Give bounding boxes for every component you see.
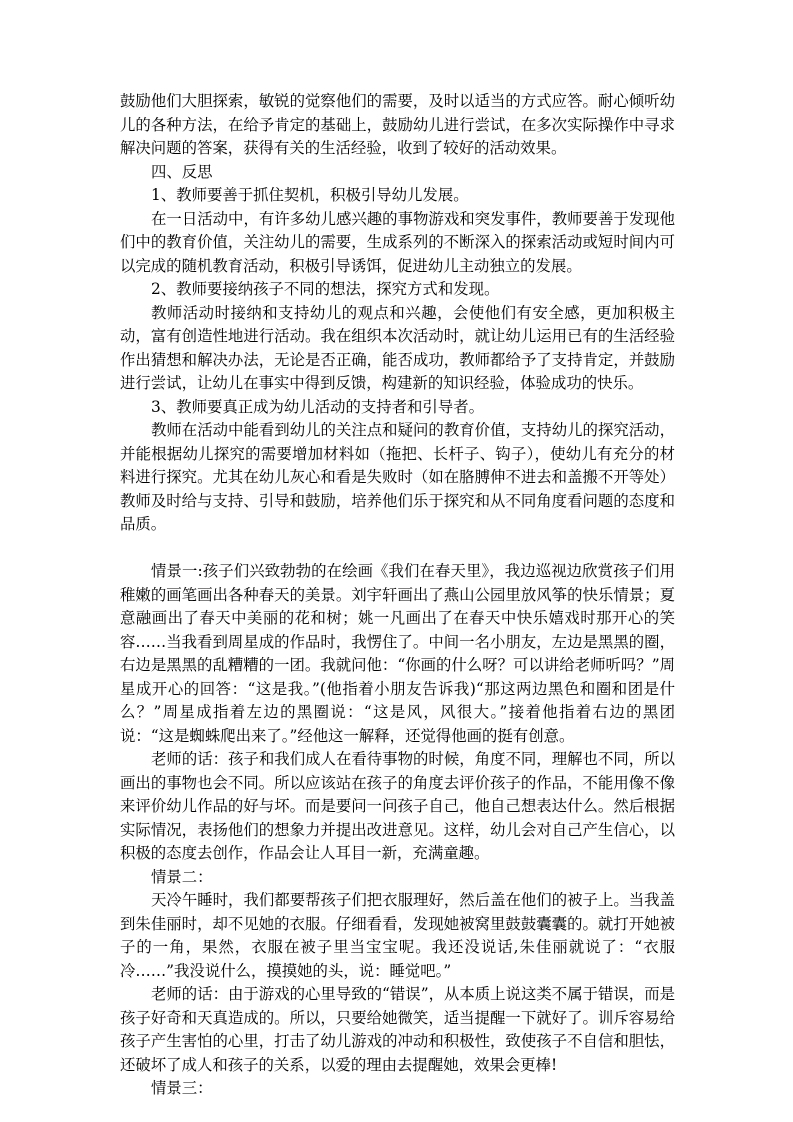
paragraph-point-1: 在一日活动中，有许多幼儿感兴趣的事物游戏和突发事件，教师要善于发现他们中的教育价值，关注幼儿的需要，生成系列的不断深入的探索活动或短时间内可以完成的随机教育活动，积极引导诱饵，促进幼儿主动独立的发展。 [120, 209, 675, 275]
paragraph-scene-2: 天冷午睡时，我们都要帮孩子们把衣服理好，然后盖在他们的被子上。当我盖到朱佳丽时，却不见她的衣服。仔细看看，发现她被窝里鼓鼓囊囊的。就打开她被子的一角，果然，衣服在被子里当宝宝呢。我还没说话,朱佳丽就说了：“衣服冷……”我没说什么，摸摸她的头，说：睡觉吧。” [120, 891, 675, 980]
heading-scene-2: 情景二： [151, 867, 213, 886]
heading-scene-3: 情景三： [151, 1079, 213, 1097]
paragraph-point-3: 教师在活动中能看到幼儿的关注点和疑问的教育价值，支持幼儿的探究活动，并能根据幼儿探究的需要增加材料如（拖把、长杆子、钩子），使幼儿有充分的材料进行探究。尤其在幼儿灰心和看是失败时（如在胳膊伸不进去和盖搬不开等处）教师及时给与支持、引导和鼓励，培养他们乐于探究和从不同角度看问题的态度和品质。 [120, 421, 675, 533]
paragraph-teacher-words-2: 老师的话：由于游戏的心里导致的“错误”，从本质上说这类不属于错误，而是孩子好奇和天真造成的。所以，只要给她微笑，适当提醒一下就好了。训斥容易给孩子产生害怕的心里，打击了幼儿游戏的冲动和积极性，致使孩子不自信和胆怯，还破坏了成人和孩子的关系，以爱的理由去提醒她，效果会更棒! [120, 985, 675, 1074]
heading-point-3: 3、教师要真正成为幼儿活动的支持者和引导者。 [151, 397, 484, 416]
heading-point-1: 1、教师要善于抓住契机，积极引导幼儿发展。 [151, 186, 469, 204]
heading-point-2: 2、教师要接纳孩子不同的想法，探究方式和发现。 [151, 280, 500, 298]
blank-line [120, 537, 675, 561]
paragraph-encourage-exploration: 鼓励他们大胆探索，敏锐的觉察他们的需要，及时以适当的方式应答。耐心倾听幼儿的各种方法，在给予肯定的基础上，鼓励幼儿进行尝试，在多次实际操作中寻求解决问题的答案，获得有关的生活经验，收到了较好的活动效果。 [120, 92, 675, 157]
heading-reflection: 四、反思 [151, 162, 213, 181]
paragraph-point-2: 教师活动时接纳和支持幼儿的观点和兴趣，会使他们有安全感，更加积极主动，富有创造性地进行活动。我在组织本次活动时，就让幼儿运用已有的生活经验作出猜想和解决办法，无论是否正确，能否成功，教师都给予了支持肯定，并鼓励进行尝试，让幼儿在事实中得到反馈，构建新的知识经验，体验成功的快乐。 [120, 303, 675, 392]
document-page [120, 90, 675, 1101]
paragraph-teacher-words-1: 老师的话：孩子和我们成人在看待事物的时候，角度不同，理解也不同，所以画出的事物也会不同。所以应该站在孩子的角度去评价孩子的作品，不能用像不像来评价幼儿作品的好与坏。而是要问一问孩子自己，他自己想表达什么。然后根据实际情况，表扬他们的想象力并提出改进意见。这样，幼儿会对自己产生信心，以积极的态度去创作，作品会让人耳目一新，充满童趣。 [120, 750, 675, 862]
paragraph-scene-1: 情景一:孩子们兴致勃勃的在绘画《我们在春天里》，我边巡视边欣赏孩子们用稚嫩的画笔画出各种春天的美景。刘宇轩画出了燕山公园里放风筝的快乐情景；夏意融画出了春天中美丽的花和树；姚一凡画出了在春天中快乐嬉戏时那开心的笑容……当我看到周星成的作品时，我愣住了。中间一名小朋友，左边是黑黑的圈，右边是黑黑的乱糟糟的一团。我就问他：“你画的什么呀？可以讲给老师听吗？”周星成开心的回答：“这是我。”(他指着小朋友告诉我)“那这两边黑色和圈和团是什么？”周星成指着左边的黑圈说：“这是风，风很大。”接着他指着右边的黑团说：“这是蜘蛛爬出来了。”经他这一解释，还觉得他画的挺有创意。 [120, 562, 675, 745]
